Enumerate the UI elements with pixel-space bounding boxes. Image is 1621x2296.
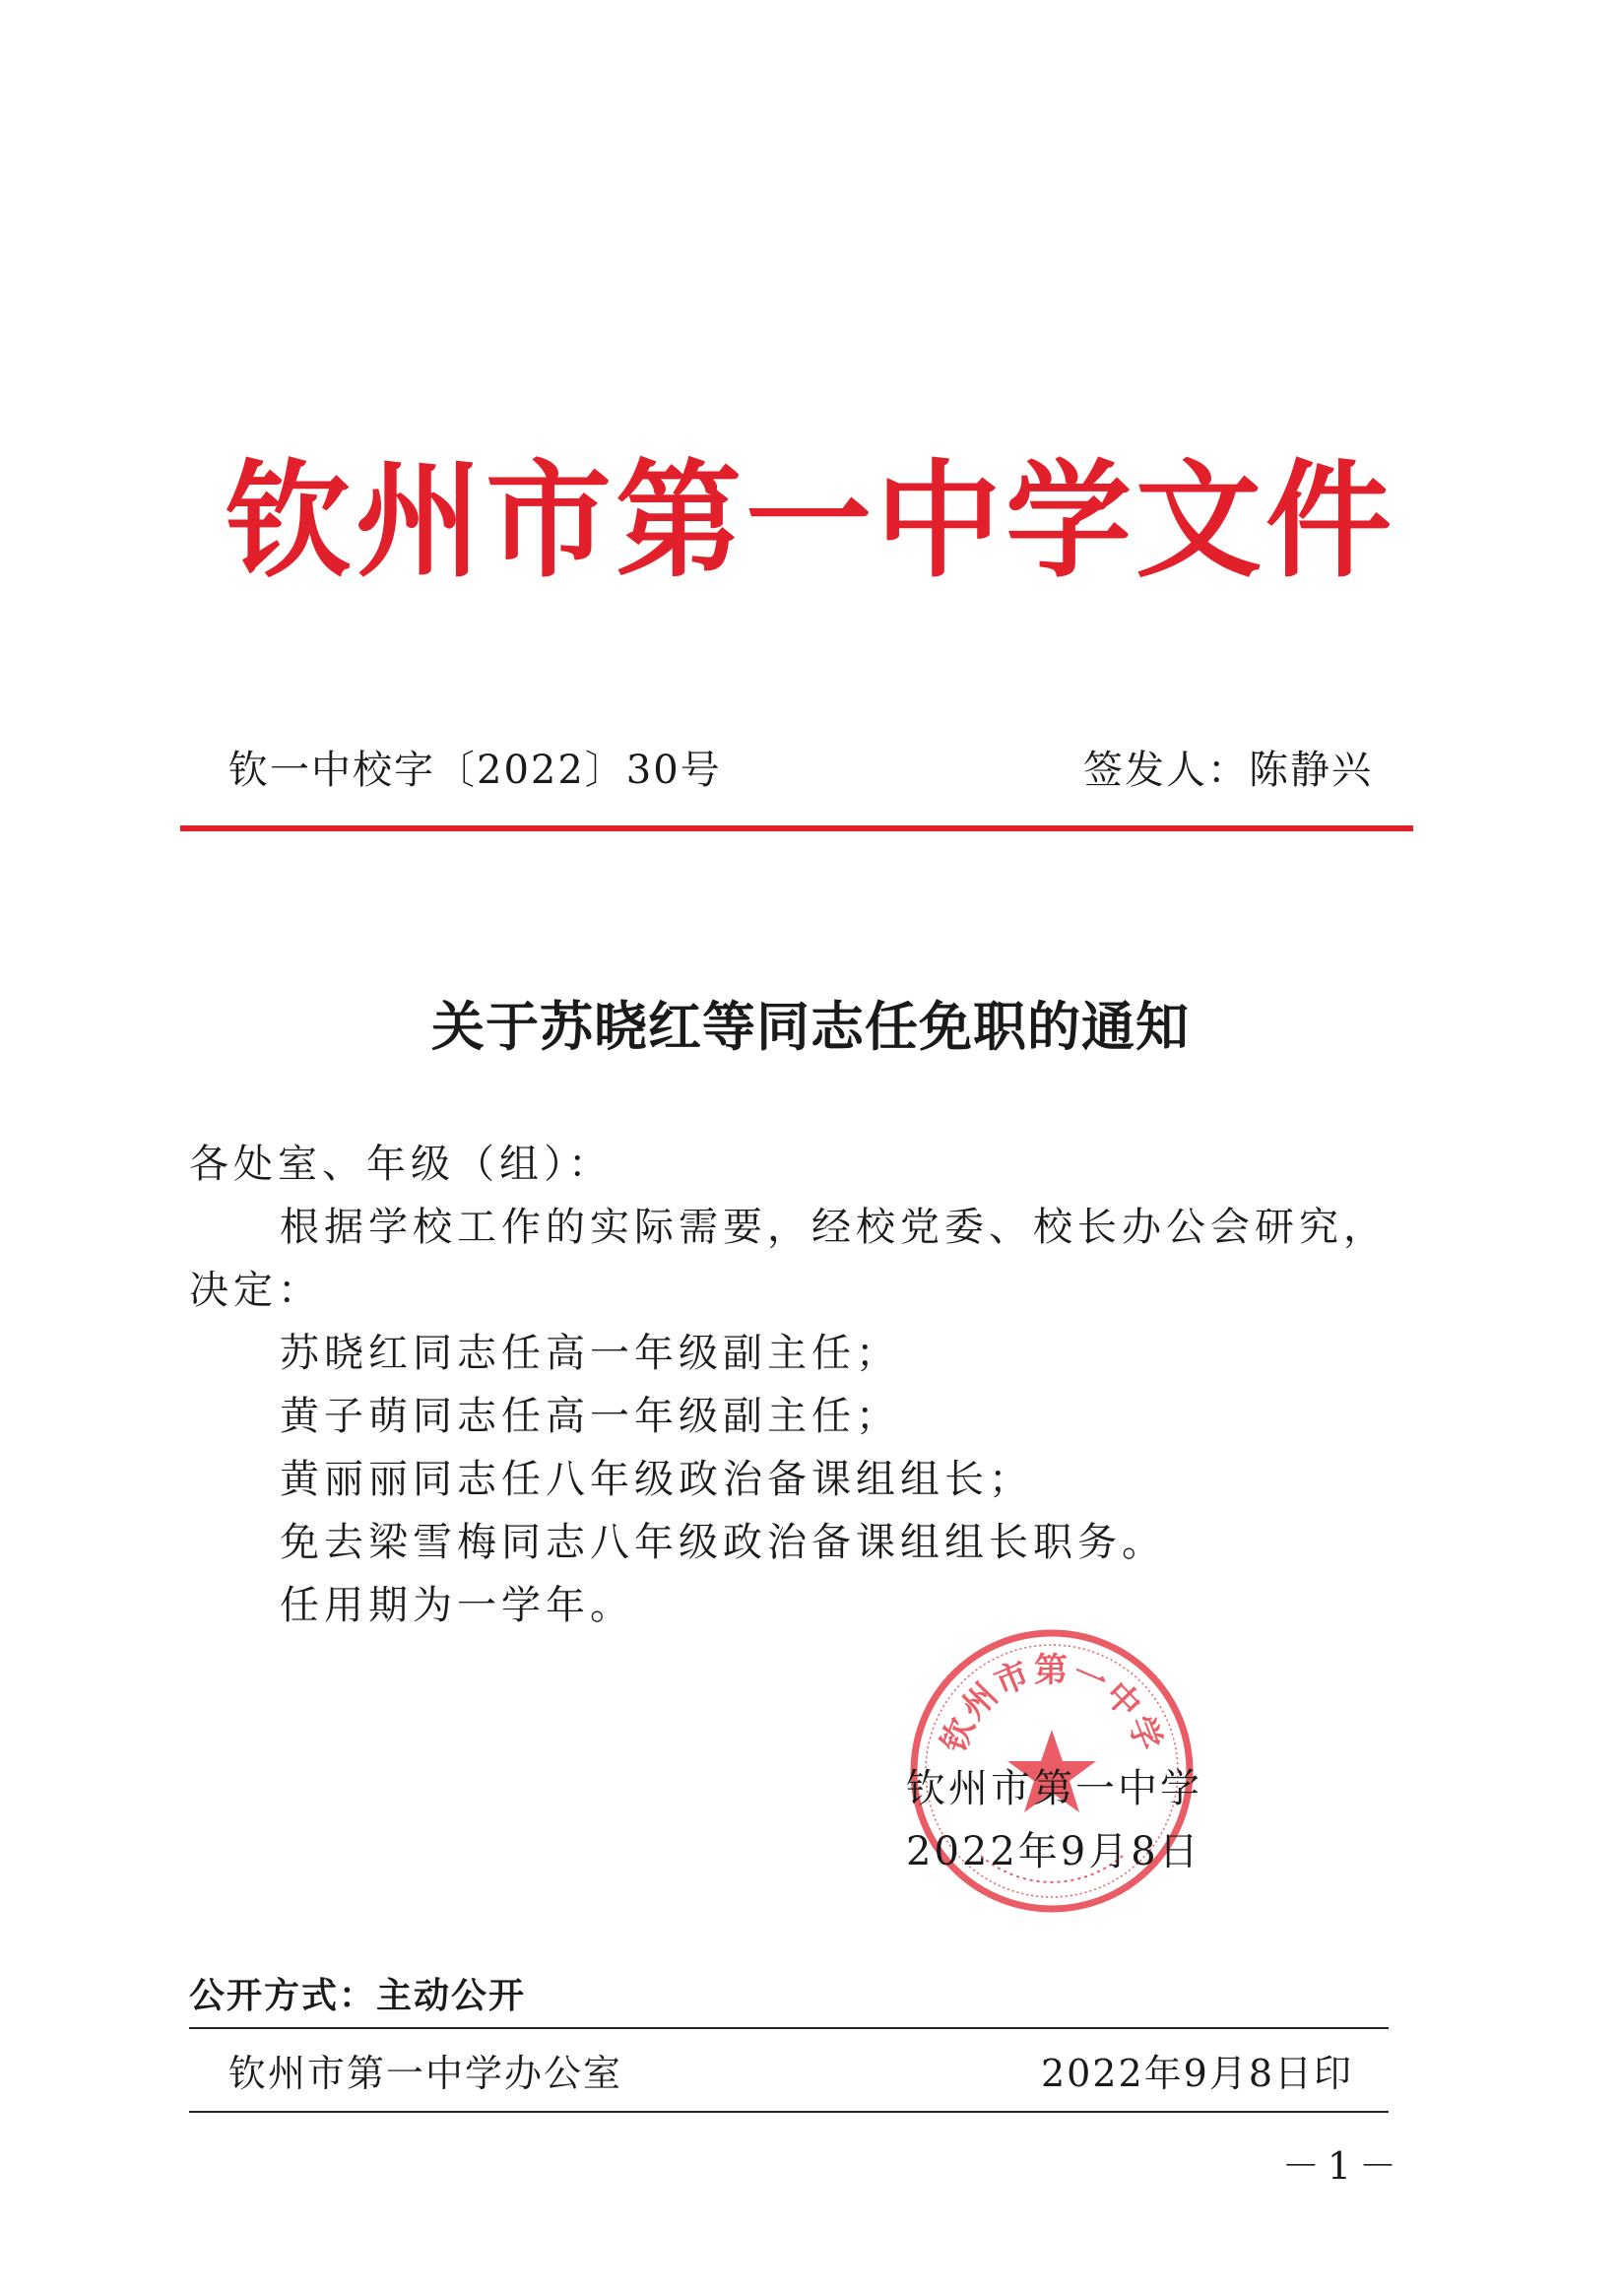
- print-date: 2022年9月8日印: [1040, 2052, 1353, 2095]
- appointment-item: 苏晓红同志任高一年级副主任；: [280, 1331, 900, 1376]
- term-item: 任用期为一学年。: [280, 1583, 634, 1628]
- appointment-item: 黄丽丽同志任八年级政治备课组组长；: [280, 1457, 1033, 1502]
- document-number: 钦一中校字〔2022〕30号: [228, 748, 722, 793]
- addressee: 各处室、年级（组）：: [189, 1142, 613, 1187]
- issuing-office: 钦州市第一中学办公室: [228, 2052, 623, 2095]
- issuer-signer: 签发人：陈静兴: [1083, 748, 1373, 793]
- appointment-item: 黄子萌同志任高一年级副主任；: [280, 1394, 900, 1439]
- footer-bottom-rule: [189, 2111, 1389, 2113]
- footer-top-rule: [189, 2027, 1389, 2029]
- notice-title: 关于苏晓红等同志任免职的通知: [431, 996, 1190, 1058]
- seal-text: 钦州市第一中学: [934, 1651, 1170, 1758]
- masthead-title: 钦州市第一中学文件: [225, 448, 1395, 595]
- intro-paragraph: 根据学校工作的实际需要，经校党委、校长办公会研究，决定：: [189, 1205, 1388, 1313]
- page-number: －1－: [1281, 2144, 1404, 2188]
- red-separator-line: [180, 825, 1413, 831]
- signing-date: 2022年9月8日: [906, 1829, 1201, 1874]
- signing-organization: 钦州市第一中学: [906, 1766, 1202, 1811]
- dismissal-item: 免去梁雪梅同志八年级政治备课组组长职务。: [280, 1520, 1166, 1565]
- publicity-mode: 公开方式：主动公开: [189, 1976, 527, 2016]
